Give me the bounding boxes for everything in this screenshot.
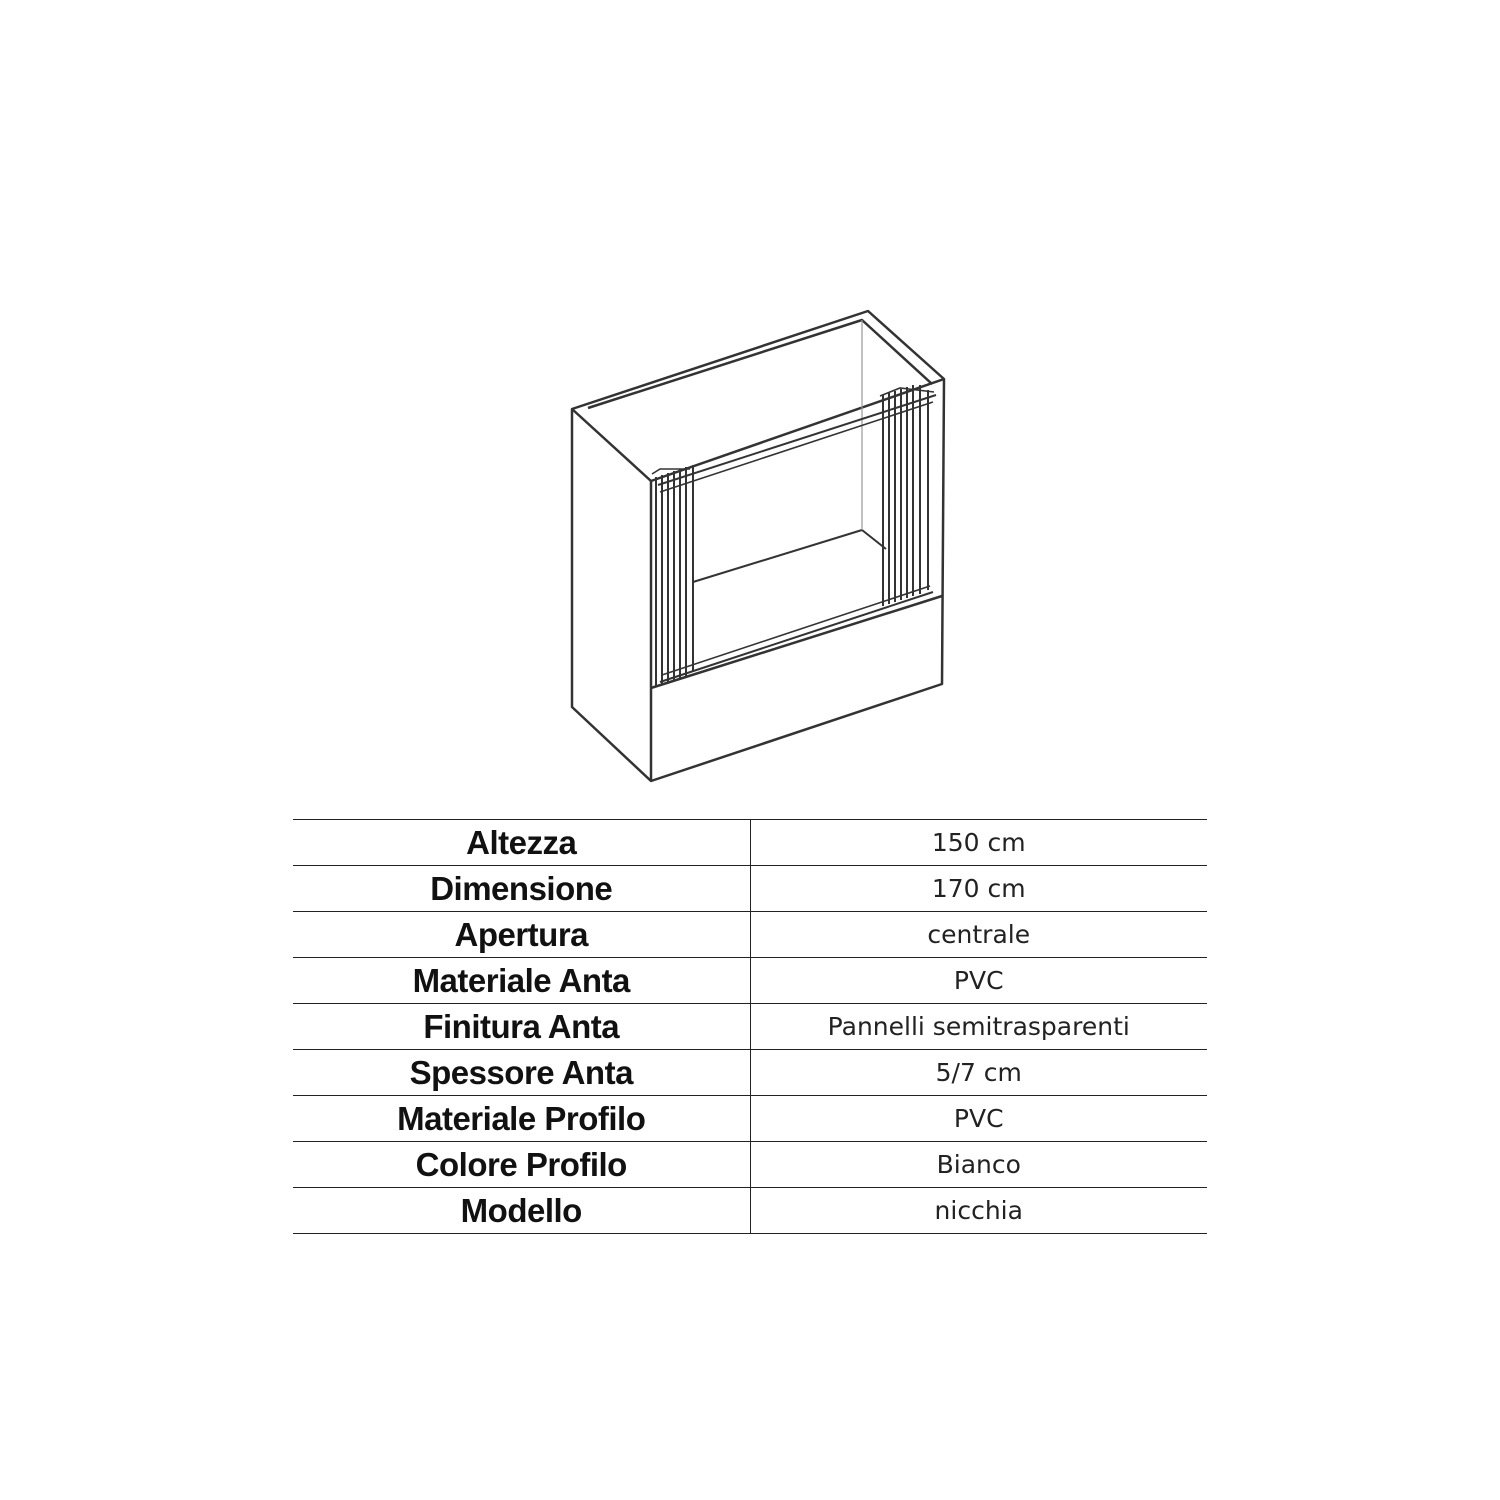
table-row bbox=[293, 1004, 1207, 1050]
bathtub-rim bbox=[651, 596, 942, 688]
table-row bbox=[293, 866, 1207, 912]
door-top-rail-inner bbox=[660, 402, 933, 492]
spec-value: Bianco bbox=[750, 1142, 1207, 1188]
spec-label: Colore Profilo bbox=[293, 1142, 750, 1188]
spec-value: 170 cm bbox=[750, 866, 1207, 912]
spec-label: Finitura Anta bbox=[293, 1004, 750, 1050]
spec-label: Altezza bbox=[293, 820, 750, 866]
spec-value: Pannelli semitrasparenti bbox=[750, 1004, 1207, 1050]
right-panel-stack bbox=[880, 385, 934, 606]
inner-top-edge bbox=[588, 320, 932, 408]
door-bottom-rail bbox=[660, 592, 933, 682]
table-row bbox=[293, 912, 1207, 958]
back-wall-floor-line bbox=[693, 530, 886, 582]
table-row bbox=[293, 820, 1207, 866]
spec-label: Spessore Anta bbox=[293, 1050, 750, 1096]
spec-label: Materiale Anta bbox=[293, 958, 750, 1004]
spec-value: nicchia bbox=[750, 1188, 1207, 1234]
table-row bbox=[293, 1096, 1207, 1142]
spec-label: Apertura bbox=[293, 912, 750, 958]
spec-value: PVC bbox=[750, 1096, 1207, 1142]
table-row bbox=[293, 1050, 1207, 1096]
spec-label: Materiale Profilo bbox=[293, 1096, 750, 1142]
side-wall-top-edge bbox=[572, 409, 651, 481]
table-row bbox=[293, 958, 1207, 1004]
table-row bbox=[293, 1142, 1207, 1188]
spec-label: Modello bbox=[293, 1188, 750, 1234]
table-row bbox=[293, 1188, 1207, 1234]
spec-value: PVC bbox=[750, 958, 1207, 1004]
spec-value: centrale bbox=[750, 912, 1207, 958]
spec-value: 5/7 cm bbox=[750, 1050, 1207, 1096]
spec-value: 150 cm bbox=[750, 820, 1207, 866]
spec-table bbox=[293, 819, 1207, 1234]
left-panel-stack bbox=[652, 465, 693, 686]
spec-label: Dimensione bbox=[293, 866, 750, 912]
